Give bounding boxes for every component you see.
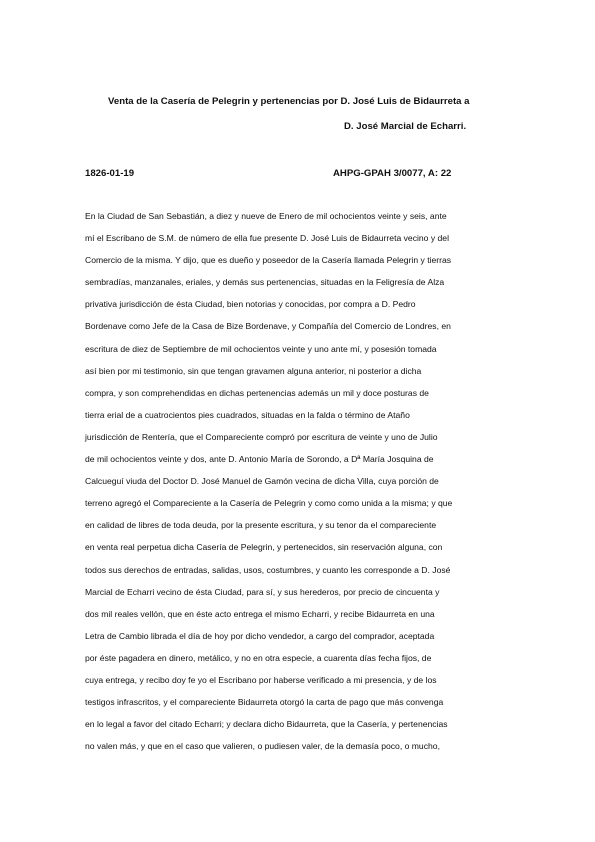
body-line: terreno agregó el Compareciente a la Casería de Pelegrin y como como unida a la misma; y que <box>85 498 453 509</box>
body-line: dos mil reales vellón, que en éste acto entrega el mismo Echarri, y recibe Bidaurreta en una <box>85 608 435 619</box>
document-title-line-1: Venta de la Casería de Pelegrin y pertenencias por D. José Luis de Bidaurreta a <box>108 96 470 107</box>
body-line: en lo legal a favor del citado Echarri; y declara dicho Bidaurreta, que la Casería, y pertenencias <box>85 719 448 730</box>
body-line: privativa jurisdicción de ésta Ciudad, bien notorias y conocidas, por compra a D. Pedro <box>85 299 416 310</box>
body-line: mí el Escribano de S.M. de número de ella fue presente D. José Luis de Bidaurreta vecino y del <box>85 233 450 244</box>
document-title-line-2: D. José Marcial de Echarri. <box>344 121 467 132</box>
body-line: compra, y son comprehendidas en dichas pertenencias además un mil y doce posturas de <box>85 387 429 398</box>
document-date: 1826-01-19 <box>85 168 135 179</box>
body-line: jurisdicción de Rentería, que el Compareciente compró por escritura de veinte y uno de Julio <box>85 431 438 442</box>
body-line: En la Ciudad de San Sebastián, a diez y nueve de Enero de mil ochocientos veinte y seis, ante <box>85 211 447 221</box>
body-line: en venta real perpetua dicha Casería de Pelegrin, y pertenecidos, sin reservación alguna, con <box>85 542 443 553</box>
document-body <box>85 210 515 762</box>
body-line: tierra erial de a cuatrocientos pies cuadrados, situadas en la falda o término de Ataño <box>85 409 410 420</box>
body-line: cuya entrega, y recibo doy fe yo el Escribano por haberse verificado a mi presencia, y de los <box>85 674 437 685</box>
body-line: todos sus derechos de entradas, salidas, usos, costumbres, y cuanto les corresponde a D. José <box>85 564 451 575</box>
body-line: no valen más, y que en el caso que valieren, o pudiesen valer, de la demasía poco, o mucho, <box>85 741 440 752</box>
body-line: Marcial de Echarri vecino de ésta Ciudad, para sí, y sus herederos, por precio de cincuenta y <box>85 586 440 597</box>
body-line: Calcueguí viuda del Doctor D. José Manuel de Gamón vecina de dicha Villa, cuya porción de <box>85 476 439 487</box>
body-line: Letra de Cambio librada el día de hoy por dicho vendedor, a cargo del comprador, aceptada <box>85 630 435 641</box>
body-line: Comercio de la misma. Y dijo, que es dueño y poseedor de la Casería llamada Pelegrin y tierras <box>85 255 452 266</box>
body-line: testigos infrascritos, y el compareciente Bidaurreta otorgó la carta de pago que más convenga <box>85 697 444 708</box>
body-line: Bordenave como Jefe de la Casa de Bize Bordenave, y Compañía del Comercio de Londres, en <box>85 321 451 332</box>
body-line: en calidad de libres de toda deuda, por la presente escritura, y su tenor da el compareciente <box>85 520 437 531</box>
body-line: de mil ochocientos veinte y dos, ante D. Antonio María de Sorondo, a Dª María Josquina de <box>85 454 434 465</box>
body-line: sembradías, manzanales, eriales, y demás sus pertenencias, situadas en la Feligresía de Alza <box>85 277 445 288</box>
body-line: así bien por mi testimonio, sin que tengan gravamen alguna anterior, ni posterior a dicha <box>85 365 422 376</box>
body-line: escritura de diez de Septiembre de mil ochocientos veinte y uno ante mí, y posesión tomada <box>85 343 437 354</box>
body-line: por éste pagadera en dinero, metálico, y no en otra especie, a cuarenta días fecha fijos, de <box>85 652 432 663</box>
archive-reference: AHPG-GPAH 3/0077, A: 22 <box>333 168 452 179</box>
